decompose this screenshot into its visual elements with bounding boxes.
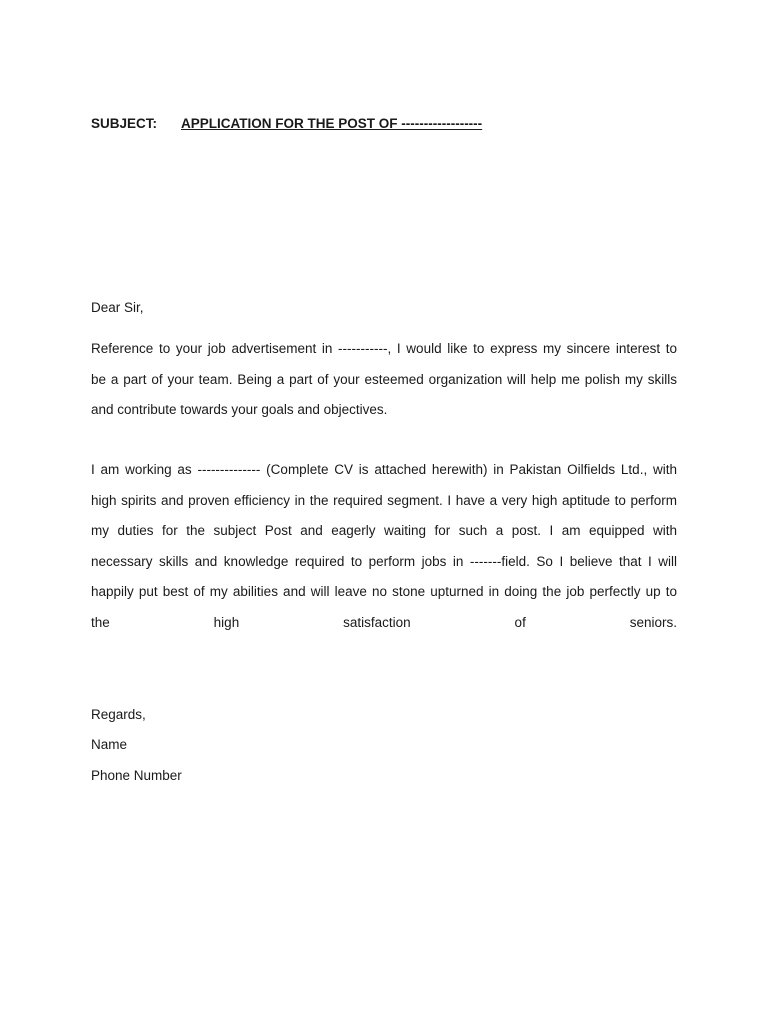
signature-name: Name [91,737,128,753]
paragraph-line: necessary skills and knowledge required to perform jobs in -------field. So I believe that I will [91,553,677,569]
signature-block [91,700,677,791]
paragraph-reference [91,334,677,426]
paragraph-line: my duties for the subject Post and eagerly waiting for such a post. I am equipped with [91,523,677,539]
paragraph-line: Reference to your job advertisement in -----------, I would like to express my sincere interest to [91,341,677,356]
paragraph-line: be a part of your team. Being a part of your esteemed organization will help me polish my skills [91,371,677,387]
subject-line [91,116,482,131]
paragraph-line: I am working as -------------- (Complete CV is attached herewith) in Pakistan Oilfields Ltd., with [91,462,677,477]
closing-regards: Regards, [91,707,146,722]
subject-value: APPLICATION FOR THE POST OF ------------------ [181,116,483,131]
subject-label: SUBJECT: [91,116,158,131]
paragraph-line: high spirits and proven efficiency in the required segment. I have a very high aptitude to perform [91,492,677,508]
signature-phone: Phone Number [91,767,182,783]
salutation: Dear Sir, [91,300,144,315]
paragraph-experience [91,455,677,639]
paragraph-line: happily put best of my abilities and will leave no stone upturned in doing the job perfectly up to [91,584,677,600]
paragraph-line: and contribute towards your goals and objectives. [91,402,388,418]
paragraph-line-spread: the high satisfaction of seniors. [91,614,677,630]
